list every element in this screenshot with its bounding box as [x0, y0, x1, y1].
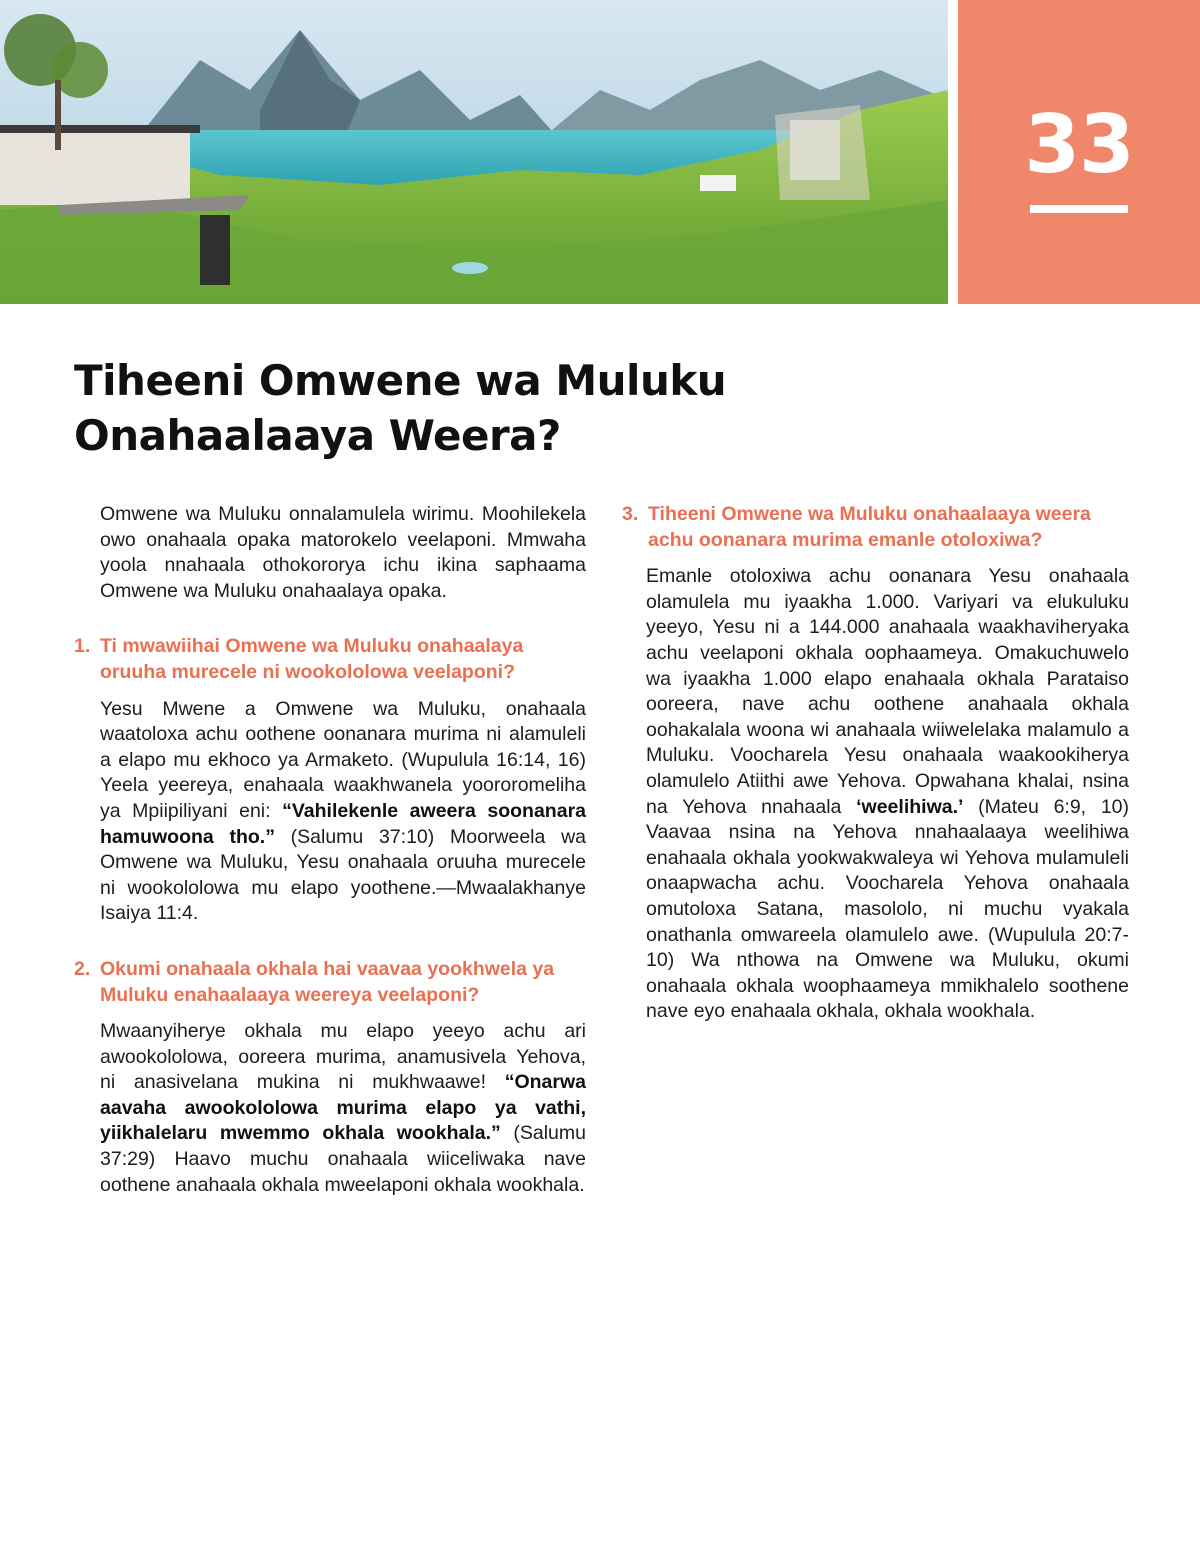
answer-1-quote: “Vahilekenle aweera soonanara hamuwoona tho.” — [100, 799, 586, 848]
title-line-1: Tiheeni Omwene wa Muluku — [74, 356, 727, 405]
answer-2 — [100, 1019, 586, 1198]
question-2-number: 2. — [74, 957, 91, 980]
question-3 — [622, 502, 1129, 553]
question-3-text: Tiheeni Omwene wa Muluku onahaalaaya weera achu oonanara murima emanle otoloxiwa? — [648, 503, 1091, 551]
question-1-text: Ti mwawiihai Omwene wa Muluku onahaalaya oruuha murecele ni wookololowa veelaponi? — [100, 635, 524, 683]
badge-underline — [1030, 205, 1128, 213]
answer-2-quote: “Onarwa aavaha awookololowa murima elapo ya vathi, yiikhalelaru mwemmo okhala wookhala.” — [100, 1071, 586, 1145]
page-title — [74, 353, 874, 463]
answer-3 — [646, 564, 1129, 1025]
answer-3-quote: ‘weelihiwa.’ — [856, 795, 964, 818]
intro-paragraph: Omwene wa Muluku onnalamulela wirimu. Moohilekela owo onahaala opaka matorokelo veelaponi. Mmwaha yoola nnahaala othokororya ichu ikina saphaama Omwene wa Muluku onahaalaya opaka. — [100, 503, 586, 602]
answer-3-text-a: Emanle otoloxiwa achu oonanara Yesu onahaala olamulela mu iyaakha 1.000. Variyari va elukuluku yeeyo, Yesu ni a 144.000 anahaala waakhaviheryaka achu veelaponi okhala oophaameya. Omakuchuwelo wa iyaakha 1.000 elapo enahaala okhala Parataiso ooreera, nave achu oothene anahaala okhala oohakalala woona wi anahaala wiiwelelaka malamulo a Muluku. Voocharela Yesu onahaala waakookiherya olamulelo Atiithi awe Yehova. Opwahana khalai, nsina na Yehova nnahaala — [646, 565, 1129, 818]
question-1 — [74, 634, 586, 685]
answer-1 — [100, 697, 586, 927]
question-3-number: 3. — [622, 503, 639, 525]
hero-image — [0, 0, 948, 304]
left-column — [74, 502, 586, 1198]
question-2-text: Okumi onahaala okhala hai vaavaa yookhwela ya Muluku enahaalaaya weereya veelaponi? — [100, 957, 555, 1006]
right-column — [622, 502, 1129, 1025]
lesson-number: 33 — [1024, 98, 1134, 191]
answer-3-text-b: (Mateu 6:9, 10) Vaavaa nsina na Yehova nnahaalaaya weelihiwa enahaala okhala yookwakwaleya wi Yehova mulamuleli onaapwacha achu. Voocharela Yehova onahaala omutoloxa Satana, masololo, ni muchu vyakala onathanla omwareela olamulelo awe. (Wupulula 20:7-10) Wa nthowa na Omwene wa Muluku, okumi onahaala okhala woophaameya mmikhalelo soothene nave eyo enahaala okhala, okhala wookhala. — [646, 795, 1130, 1023]
answer-1-text-a: Yesu Mwene a Omwene wa Muluku, onahaala waatoloxa achu oothene oonanara murima ni alamuleli a elapo mu ekhoco ya Armaketo. (Wupulula 16:14, 16) Yeela yeereya, enahaala waakhwanela yoororomeliha ya Mpiipiliyani eni: — [100, 697, 586, 822]
lesson-number-badge — [958, 0, 1200, 304]
answer-1-text-b: (Salumu 37:10) Moorweela wa Omwene wa Muluku, Yesu onahaala oruuha murecele ni wookololowa mu elapo yoothene.—Mwaalakhanye Isaiya 11:4. — [100, 825, 586, 925]
question-1-number: 1. — [74, 635, 91, 658]
answer-2-text-a: Mwaanyiherye okhala mu elapo yeeyo achu ari awookololowa, ooreera murima, anamusivela Yehova, ni anasivelana mukina ni mukhwaawe! — [100, 1020, 586, 1094]
answer-2-text-b: (Salumu 37:29) Haavo muchu onahaala wiiceliwaka nave oothene anahaala okhala mweelaponi okhala wookhala. — [100, 1122, 586, 1196]
title-line-2: Onahaalaaya Weera? — [74, 411, 561, 460]
question-2 — [74, 957, 586, 1008]
